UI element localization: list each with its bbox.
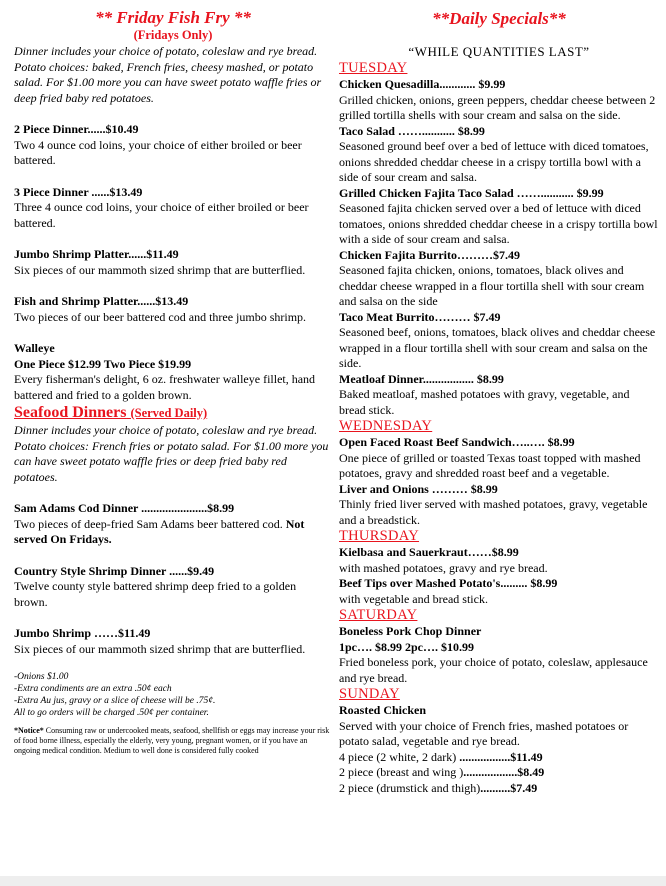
item-desc: Two 4 ounce cod loins, your choice of either broiled or beer battered.	[14, 137, 302, 167]
item-desc: Seasoned fajita chicken served over a bed of lettuce with diced tomatoes, onions shredded cheddar cheese in a crispy tortilla bowl with a side of sour cream and salsa.	[339, 201, 658, 246]
item-desc: Seasoned fajita chicken, onions, tomatoes, black olives and cheddar cheese wrapped in a flour tortilla shell with sour cream and salsa on the side	[339, 263, 645, 308]
item-desc: with vegetable and bread stick.	[339, 591, 488, 606]
item-name: Fish and Shrimp Platter......$13.49	[14, 294, 189, 308]
seafood-potato-choices: Potato choices: French fries or potato salad. For $1.00 more you can have sweet potato waffle fries or deep fried baby red potatoes.	[14, 438, 329, 484]
fish-fry-intro: Dinner includes your choice of potato, coleslaw and rye bread. Potato choices: baked, French fries, cheesy mashed, or potato salad. For $1.00 more you can have sweet potato waffle fries or deep fried baby red potatoes.	[14, 44, 322, 105]
daily-specials-title: **Daily Specials**	[432, 9, 566, 28]
item-desc: Thinly fried liver served with mashed potatoes, gravy, vegetable and a breadstick.	[339, 497, 648, 527]
day-heading-saturday: SATURDAY	[339, 607, 418, 623]
fish-item	[14, 122, 332, 169]
item-prices: 1pc…. $8.99 2pc…. $10.99	[339, 639, 474, 654]
seafood-item	[14, 501, 332, 548]
item-name: Meatloaf Dinner................. $8.99	[339, 371, 504, 386]
notice-text: Consuming raw or undercooked meats, seafood, shellfish or eggs may increase your risk of food borne illness, especially the elderly, very young, pregnant women, or if you have an ongoing medical condition. Medium to well done is considered fully cooked	[14, 726, 330, 755]
fish-fry-title: ** Friday Fish Fry **	[95, 8, 251, 27]
item-name: Country Style Shrimp Dinner ......$9.49	[14, 563, 215, 578]
item-desc: Six pieces of our mammoth sized shrimp that are butterflied.	[14, 641, 306, 656]
item-name: Liver and Onions ……… $8.99	[339, 481, 498, 496]
item-desc: Baked meatloaf, mashed potatoes with gravy, vegetable, and bread stick.	[339, 387, 630, 417]
chicken-option: 2 piece (drumstick and thigh)..........$7.49	[339, 780, 538, 795]
day-heading-thursday: THURSDAY	[339, 528, 420, 544]
item-name: Open Faced Roast Beef Sandwich…..…. $8.99	[339, 435, 575, 449]
seafood-item	[14, 564, 332, 611]
note-line: -Extra Au jus, gravy or a slice of cheese will be .75¢.	[14, 696, 216, 706]
food-safety-notice	[14, 726, 332, 756]
item-name: 2 Piece Dinner......$10.49	[14, 122, 139, 136]
notice-label: *Notice*	[14, 726, 44, 735]
item-name: Chicken Fajita Burrito………$7.49	[339, 247, 520, 262]
item-name: Jumbo Shrimp ……$11.49	[14, 626, 151, 640]
daily-specials-column	[339, 8, 659, 796]
day-heading-sunday: SUNDAY	[339, 686, 400, 702]
seafood-subtitle: (Served Daily)	[130, 406, 208, 420]
fish-item	[14, 247, 332, 278]
item-name: Chicken Quesadilla............ $9.99	[339, 77, 506, 91]
item-desc: Seasoned ground beef over a bed of lettuce with diced tomatoes, onions shredded cheddar cheese in a crispy tortilla bowl with a side of sour cream and salsa.	[339, 139, 649, 184]
seafood-item	[14, 626, 332, 657]
while-quantities-last: “WHILE QUANTITIES LAST”	[408, 44, 590, 59]
note-line: -Onions $1.00	[14, 672, 69, 682]
item-desc: Seasoned beef, onions, tomatoes, black olives and cheddar cheese wrapped in a flour tortilla shell with sour cream and salsa on the side.	[339, 325, 656, 370]
fish-item	[14, 294, 332, 325]
item-desc: One piece of grilled or toasted Texas toast topped with mashed potatoes, gravy and shredded roast beef and a vegetable.	[339, 450, 641, 480]
walleye-desc: Every fisherman's delight, 6 oz. freshwater walleye fillet, hand battered and fried to a golden brown.	[14, 372, 316, 402]
item-desc: Twelve county style battered shrimp deep fried to a golden brown.	[14, 579, 297, 609]
seafood-title: Seafood Dinners	[14, 404, 127, 421]
item-name: Taco Meat Burrito……… $7.49	[339, 309, 501, 324]
not-friday-note: Not served On Fridays.	[14, 516, 305, 546]
day-heading-tuesday: TUESDAY	[339, 60, 408, 76]
item-name: Taco Salad ……........... $8.99	[339, 123, 485, 138]
item-desc: Served with your choice of French fries, mashed potatoes or potato salad, vegetable and rye bread.	[339, 718, 629, 748]
item-desc: Six pieces of our mammoth sized shrimp that are butterflied.	[14, 262, 306, 277]
item-name: Sam Adams Cod Dinner ......................$8.99	[14, 501, 235, 515]
item-name: Jumbo Shrimp Platter......$11.49	[14, 247, 179, 261]
item-name: 3 Piece Dinner ......$13.49	[14, 184, 143, 199]
walleye-prices: One Piece $12.99 Two Piece $19.99	[14, 356, 192, 371]
item-desc: Three 4 ounce cod loins, your choice of either broiled or beer battered.	[14, 200, 309, 230]
fish-fry-subtitle: (Fridays Only)	[133, 28, 213, 42]
item-desc: Two pieces of deep-fried Sam Adams beer battered cod. Not served On Fridays.	[14, 516, 305, 546]
item-name: Boneless Pork Chop Dinner	[339, 624, 482, 638]
item-name: Grilled Chicken Fajita Taco Salad ……........... $9.99	[339, 185, 604, 200]
extras-notes	[14, 671, 332, 719]
fish-fry-column	[14, 8, 332, 756]
fish-item	[14, 185, 332, 232]
item-desc: Fried boneless pork, your choice of potato, coleslaw, applesauce and rye bread.	[339, 655, 648, 685]
walleye-name: Walleye	[14, 341, 55, 355]
seafood-heading	[14, 403, 332, 423]
item-desc: with mashed potatoes, gravy and rye bread.	[339, 560, 548, 575]
note-line: All to go orders will be charged .50¢ per container.	[14, 708, 209, 718]
item-name: Beef Tips over Mashed Potato's......... $8.99	[339, 576, 558, 590]
chicken-option: 4 piece (2 white, 2 dark) .................$11.49	[339, 749, 543, 764]
chicken-option: 2 piece (breast and wing )..................$8.49	[339, 765, 545, 779]
note-line: -Extra condiments are an extra .50¢ each	[14, 684, 172, 694]
item-desc: Grilled chicken, onions, green peppers, cheddar cheese between 2 grilled tortilla shells with sour cream and salsa on the side.	[339, 92, 656, 122]
walleye-item	[14, 341, 332, 403]
item-name: Kielbasa and Sauerkraut……$8.99	[339, 545, 519, 559]
item-name: Roasted Chicken	[339, 703, 427, 717]
day-heading-wednesday: WEDNESDAY	[339, 418, 433, 434]
seafood-intro: Dinner includes your choice of potato, coleslaw and rye bread.	[14, 423, 318, 437]
bottom-strip	[0, 876, 666, 886]
item-desc: Two pieces of our beer battered cod and three jumbo shrimp.	[14, 309, 307, 324]
